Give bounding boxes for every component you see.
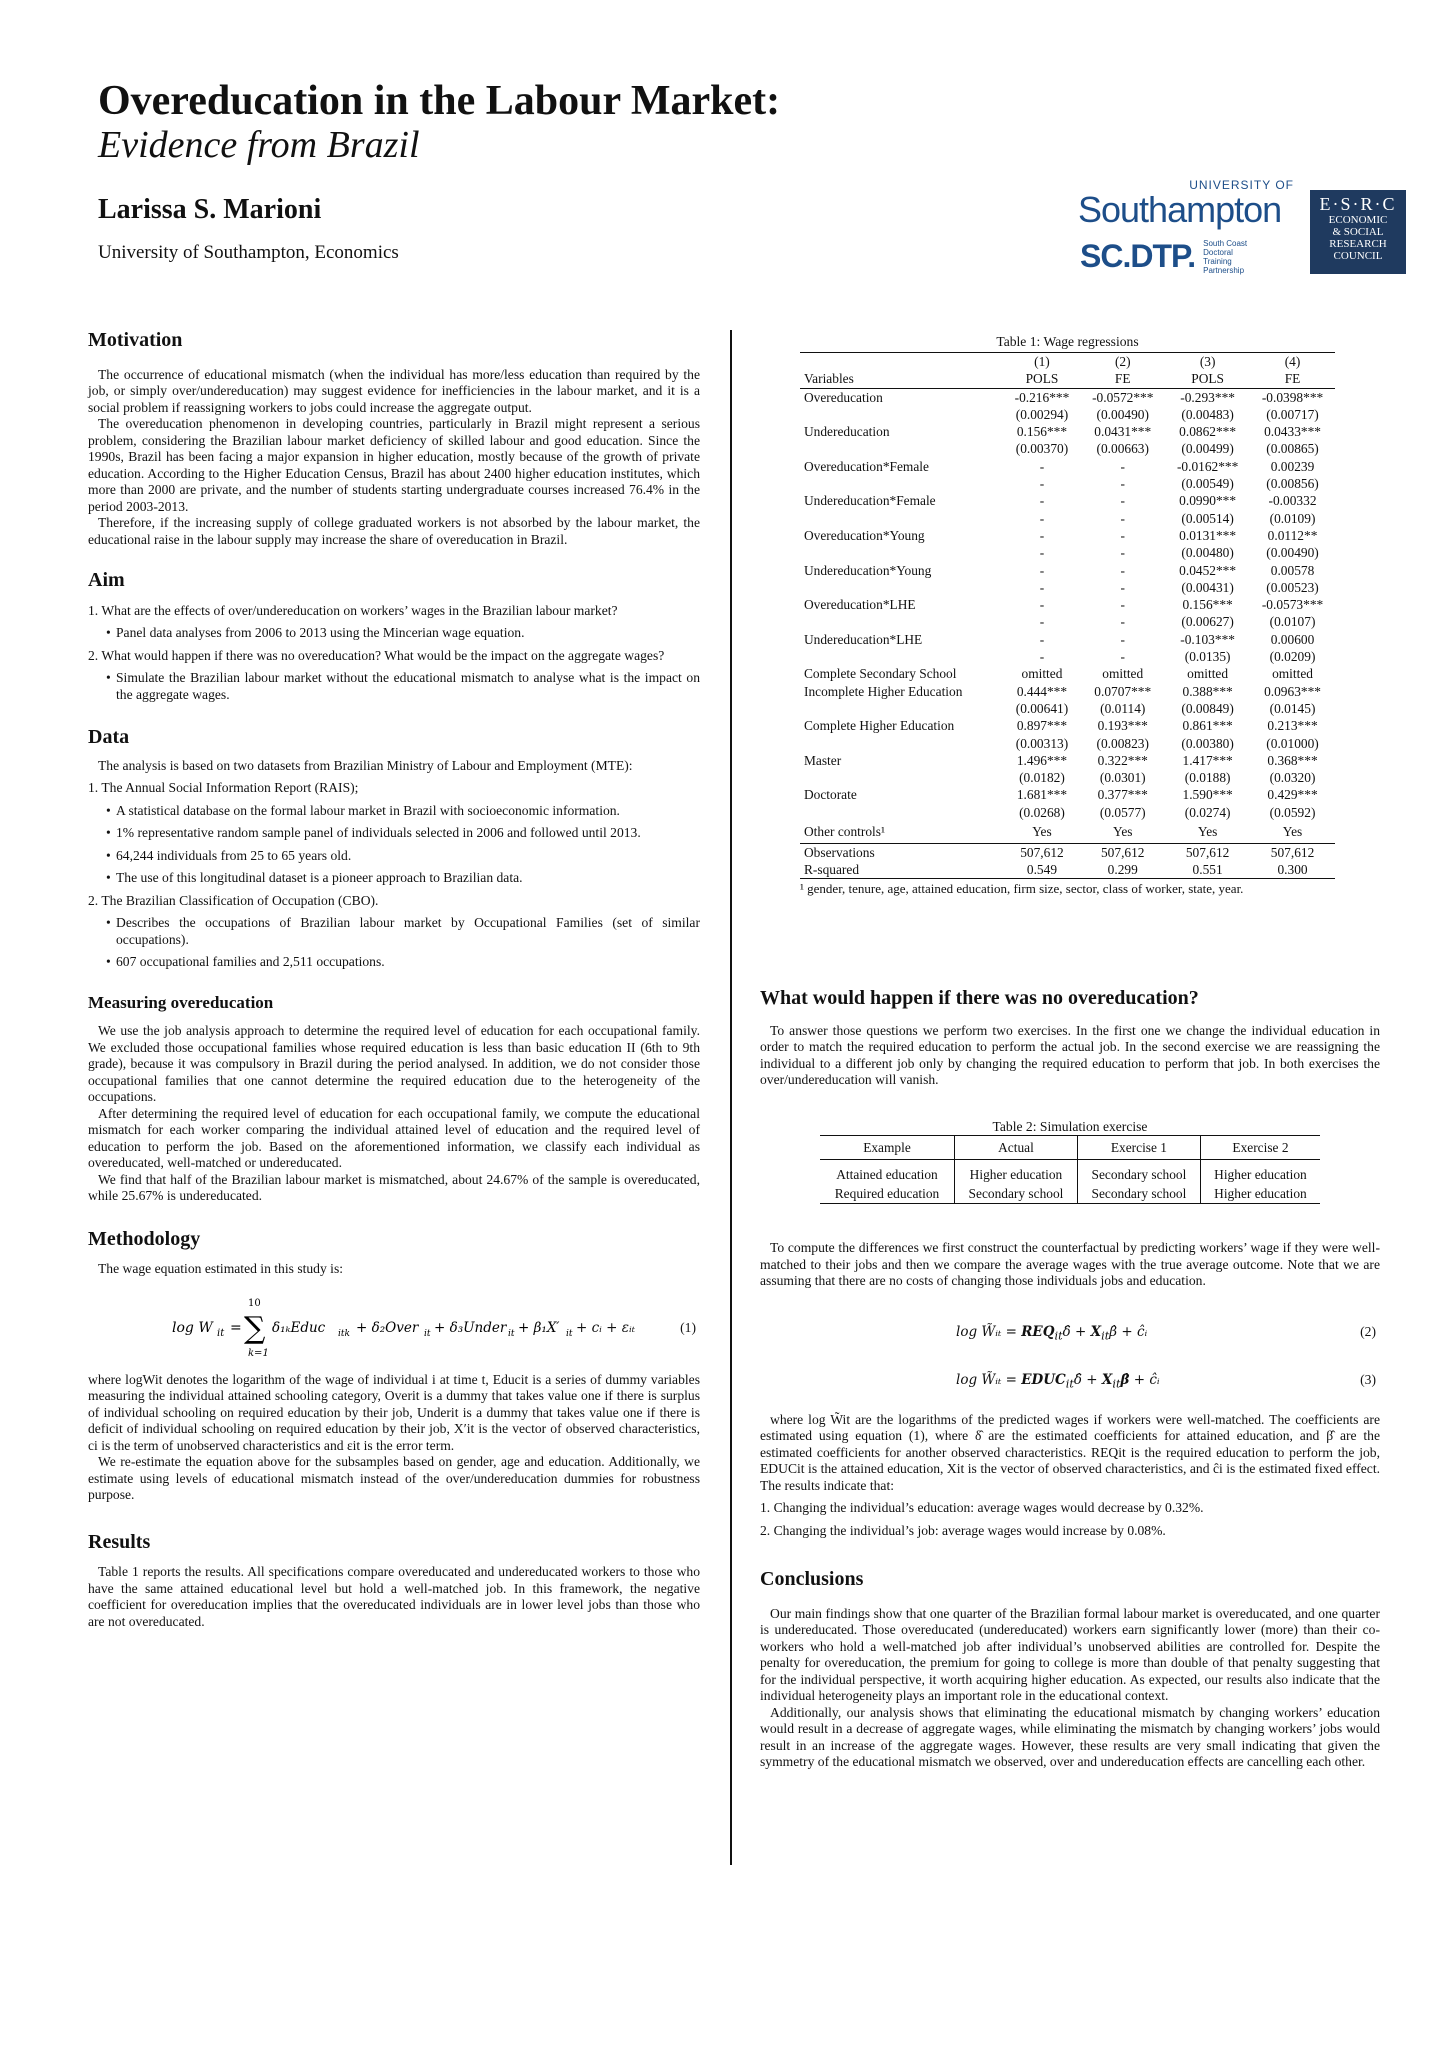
table2-header: Actual bbox=[954, 1136, 1077, 1160]
svg-text:log W: log W bbox=[172, 1319, 213, 1336]
table1-cell: (0.01000) bbox=[1266, 735, 1319, 751]
svg-text:it: it bbox=[566, 1328, 573, 1339]
table1-cell: (0.0274) bbox=[1184, 804, 1231, 820]
table1-row bbox=[800, 579, 1335, 596]
southampton-logo-name: Southampton bbox=[1078, 189, 1282, 230]
table1-row bbox=[800, 613, 1335, 630]
table1-cell: 0.377*** bbox=[1097, 787, 1148, 803]
esrc-logo bbox=[1310, 190, 1406, 274]
table1-row-label: Overeducation*LHE bbox=[804, 597, 916, 613]
table2-cell: Required education bbox=[820, 1184, 954, 1204]
table1-cell: Yes bbox=[1282, 824, 1303, 840]
table1-cell: -0.293*** bbox=[1180, 389, 1235, 405]
table1-cell: 0.00578 bbox=[1270, 562, 1315, 578]
table2-cell: Higher education bbox=[1214, 1186, 1307, 1201]
table1-cell: (0.0107) bbox=[1269, 614, 1316, 630]
table1-cell: (0.00514) bbox=[1181, 510, 1234, 526]
conclusions-p2: Additionally, our analysis shows that eliminating the educational mismatch by changing workers’ education would result in a decrease of aggregate wages, while eliminating the mismatch by changing workers’ jobs would result in an increase of the aggregate wages. However, these results are very small indicating that given the symmetry of the educational mismatch we observed, over and undereducation effects are cancelling each other. bbox=[760, 1704, 1380, 1769]
table1-cell: 0.0433*** bbox=[1264, 424, 1321, 440]
table1-row bbox=[800, 717, 1335, 734]
table1-cell: 0.0963*** bbox=[1264, 683, 1321, 699]
table1-cell: 0.213*** bbox=[1267, 718, 1318, 734]
simulation-result-1: 1. Changing the individual’s education: average wages would decrease by 0.32%. bbox=[760, 1500, 1204, 1515]
table1-colname: FE bbox=[1114, 371, 1131, 387]
table1-cell: (0.00641) bbox=[1015, 700, 1069, 716]
table1-grid bbox=[800, 352, 1335, 879]
table1-colnum: (3) bbox=[1199, 354, 1216, 369]
table1-cell: omitted bbox=[1187, 666, 1229, 682]
svg-text:+ δ₂Over: + δ₂Over bbox=[356, 1319, 419, 1336]
table1-cell: 0.0862*** bbox=[1179, 424, 1237, 440]
data-item-2: 2. The Brazilian Classification of Occupation (CBO). bbox=[88, 892, 379, 908]
table1-stat-label: Observations bbox=[804, 844, 875, 860]
table1-caption: Table 1: Wage regressions bbox=[996, 334, 1139, 349]
table1-cell: - bbox=[1120, 545, 1125, 561]
table1-cell: (0.00490) bbox=[1266, 545, 1319, 561]
conclusions-p1: Our main findings show that one quarter of the Brazilian formal labour market is overeducated, and one quarter is undereducated. Those overeducated (undereducated) workers earn significantly lower (more) than their co-workers who hold a well-matched job after individual’s unobserved abilities are controlled for. Despite the penalty for overeducation, the premium for going to college is more than double of that penalty suggesting that for the individual perspective, it worth acquiring higher education. As expected, our results also indicate that the individual heterogeneity plays an important role in the educational context. bbox=[760, 1605, 1380, 1703]
aim-q1: 1. What are the effects of over/undereducation on workers’ wages in the Brazilian labour market? bbox=[88, 602, 618, 618]
table1-cell: omitted bbox=[1021, 666, 1063, 682]
table1-row bbox=[800, 735, 1335, 752]
data-heading: Data bbox=[88, 726, 130, 748]
table1-row-label: Master bbox=[804, 752, 842, 768]
table1-cell: - bbox=[1039, 597, 1045, 613]
table1-row-label: Undereducation*LHE bbox=[804, 631, 923, 647]
table1-stat-cell: 507,612 bbox=[1100, 844, 1145, 860]
table1-colnum: (2) bbox=[1114, 354, 1131, 369]
table1-cell: - bbox=[1039, 545, 1045, 561]
table2-cell: Secondary school bbox=[1077, 1184, 1200, 1204]
table1-row bbox=[800, 406, 1335, 423]
table1-cell: -0.0398*** bbox=[1261, 389, 1324, 405]
table1-row bbox=[800, 510, 1335, 527]
table1-cell: - bbox=[1120, 476, 1125, 492]
esrc-logo-line5: COUNCIL bbox=[1333, 250, 1383, 262]
equation-1 bbox=[88, 1294, 700, 1358]
table1-cell: (0.00480) bbox=[1181, 545, 1234, 561]
table1-row-label bbox=[800, 700, 1004, 717]
table1-stat-cell: 0.299 bbox=[1107, 861, 1138, 877]
southampton-logo-top: UNIVERSITY OF bbox=[1189, 178, 1294, 192]
table1-cell: - bbox=[1120, 562, 1125, 578]
table1-row bbox=[800, 475, 1335, 492]
scdtp-logo-sub: South Coast Doctoral Training Partnership bbox=[1203, 238, 1248, 275]
equation-3 bbox=[760, 1364, 1380, 1400]
table1-cell: 0.0112** bbox=[1267, 527, 1318, 543]
table1-row bbox=[800, 648, 1335, 665]
table1-row-label: Overeducation bbox=[804, 389, 883, 405]
table1-row bbox=[800, 562, 1335, 579]
table1-cell: 1.496*** bbox=[1016, 752, 1068, 768]
table1-stat-label: R-squared bbox=[804, 861, 860, 877]
table2-header-row bbox=[820, 1136, 1320, 1160]
methodology-where: where logWit denotes the logarithm of the wage of individual i at time t, Educit is a series of dummy variables measuring the individual attained schooling category, Overit is a dummy that takes value one if there is surplus of individual schooling on required education by their job, Underit is a dummy that takes value one if there is deficit of individual schooling on required education by their job, X′it is the vector of observed characteristics, ci is the term of unobserved characteristics and εit is the error term. bbox=[88, 1371, 700, 1453]
equation-3-formula: log W̃ᵢₜ = $EDUC_{it}\deltâ$ + $X_{it}\betâ$ + ĉᵢ bbox=[956, 1371, 1160, 1391]
table1-row bbox=[800, 752, 1335, 769]
table1-cell: 1.681*** bbox=[1016, 787, 1068, 803]
table2-row bbox=[820, 1160, 1320, 1185]
table1-cell: (0.0577) bbox=[1099, 804, 1146, 820]
table1-row-label bbox=[800, 579, 1004, 596]
table1-cell: - bbox=[1039, 631, 1045, 647]
table1-cell: (0.0592) bbox=[1269, 804, 1316, 820]
table1-cell: 0.0431*** bbox=[1094, 424, 1152, 440]
table2-cell: Attained education bbox=[820, 1160, 954, 1185]
table1-cell: 0.429*** bbox=[1267, 787, 1318, 803]
table1-cell: Yes bbox=[1032, 824, 1052, 840]
methodology-intro: The wage equation estimated in this study is: bbox=[98, 1261, 344, 1276]
esrc-logo-line1: E·S·R·C bbox=[1319, 194, 1397, 214]
equation-2-formula: log W̃ᵢₜ = $REQ_{it}\deltâ$ + $X_{it}\betâ$ + ĉᵢ bbox=[956, 1323, 1148, 1343]
table1-cell: 0.0990*** bbox=[1179, 493, 1237, 509]
data-item-1: 1. The Annual Social Information Report (RAIS); bbox=[88, 780, 359, 795]
table1-cell: 0.00600 bbox=[1270, 631, 1315, 647]
table1-cell: (0.00370) bbox=[1015, 441, 1069, 457]
table1-cell: 0.00239 bbox=[1270, 458, 1315, 474]
table1-row-label: Undereducation*Female bbox=[804, 493, 936, 509]
table1-row bbox=[800, 769, 1335, 786]
counterfactual-heading: What would happen if there was no overeducation? bbox=[760, 987, 1199, 1009]
table2-header: Example bbox=[820, 1136, 954, 1160]
table1-stats bbox=[800, 843, 1335, 879]
equation-2 bbox=[760, 1316, 1380, 1352]
table1-row-label bbox=[800, 804, 1004, 821]
table1-row bbox=[800, 388, 1335, 406]
equation-2-number: (2) bbox=[1360, 1323, 1376, 1339]
table1-row-label bbox=[800, 475, 1004, 492]
table1-stat-cell: 507,612 bbox=[1020, 844, 1064, 860]
table1-row-label bbox=[800, 406, 1004, 423]
svg-text:it: it bbox=[217, 1327, 225, 1339]
scdtp-logo bbox=[1080, 238, 1263, 275]
table1-cell: 0.156*** bbox=[1016, 424, 1068, 440]
table1-row bbox=[800, 458, 1335, 475]
svg-text:10: 10 bbox=[248, 1297, 261, 1309]
poster-title bbox=[98, 78, 998, 166]
table1-cell: (0.0209) bbox=[1269, 649, 1316, 665]
svg-text:it: it bbox=[424, 1328, 431, 1339]
table1-cell: -0.0162*** bbox=[1176, 458, 1239, 474]
table1-cell: - bbox=[1039, 562, 1045, 578]
table1-row-label bbox=[800, 510, 1004, 527]
title-main: Overeducation in the Labour Market: bbox=[98, 78, 781, 124]
table1-cell: (0.00313) bbox=[1015, 735, 1069, 751]
table1-row-label bbox=[800, 440, 1004, 457]
southampton-logo bbox=[1078, 178, 1298, 228]
data-item-2-bullet: • Describes the occupations of Brazilian labour market by Occupational Families (set of similar occupations). bbox=[106, 915, 700, 948]
table1-cell: -0.00332 bbox=[1268, 493, 1317, 509]
table1-row-label: Doctorate bbox=[804, 787, 857, 803]
measuring-p3: We find that half of the Brazilian labour market is mismatched, about 24.67% of the sample is overeducated, while 25.67% is undereducated. bbox=[88, 1171, 700, 1203]
table1-cell: - bbox=[1120, 597, 1125, 613]
table1-cell: -0.216*** bbox=[1014, 389, 1070, 405]
table2-cell: Secondary school bbox=[954, 1184, 1077, 1204]
table2-cell: Higher education bbox=[1214, 1167, 1307, 1182]
esrc-logo-line3: & SOCIAL bbox=[1332, 226, 1384, 238]
table1-cell: - bbox=[1039, 476, 1045, 492]
table1-cell: (0.00627) bbox=[1181, 614, 1234, 630]
table2-grid bbox=[820, 1135, 1320, 1204]
table1-stat-cell: 507,612 bbox=[1185, 844, 1230, 860]
table1-cell: (0.00717) bbox=[1266, 406, 1319, 422]
table1-cell: - bbox=[1120, 631, 1125, 647]
table1-cell: 0.156*** bbox=[1182, 597, 1233, 613]
equation-3-number: (3) bbox=[1360, 1371, 1376, 1387]
table1-row-label: Undereducation bbox=[804, 424, 890, 440]
measuring-p1: We use the job analysis approach to determine the required level of education for each occupational family. We excluded those occupational families whose required education is less than basic education II (6th to 9th grade), because it was compulsory in Brazil during the period analysed. In addition, we do not consider those occupational families that one cannot determine the required education due to the heterogeneity of the occupations. bbox=[88, 1023, 700, 1104]
results-heading: Results bbox=[88, 1530, 151, 1553]
data-item-1-bullet: • 64,244 individuals from 25 to 65 years old. bbox=[106, 848, 700, 865]
svg-text:k=1: k=1 bbox=[248, 1347, 269, 1358]
table1-row bbox=[800, 423, 1335, 440]
table1-cell: 0.444*** bbox=[1016, 683, 1068, 699]
table1-cell: (0.0109) bbox=[1269, 510, 1316, 526]
table1-cell: - bbox=[1039, 649, 1045, 665]
table1-row-label bbox=[800, 735, 1004, 752]
motivation-p2: The overeducation phenomenon in developing countries, particularly in Brazil might represent a serious problem, considering the Brazilian labour market deficiency of skilled labour and good education. Since the 1990s, Brazil has been facing a major expansion in higher education, mostly because of the growth of private education. According to the Higher Education Census, Brazil has about 2400 higher education institutes, which more than 2000 are private, and the number of students starting undergraduate courses increased 76.4% in the period 2003-2013. bbox=[88, 416, 700, 514]
table2-caption: Table 2: Simulation exercise bbox=[992, 1118, 1148, 1134]
table1-stat-cell: 0.551 bbox=[1192, 861, 1223, 877]
table1-cell: - bbox=[1039, 510, 1045, 526]
table1-row-label bbox=[800, 648, 1004, 665]
motivation-p1: The occurrence of educational mismatch (when the individual has more/less education than required by the job, or simply over/undereducation) may suggest evidence for inefficiencies in the labour market, and it is a social problem if reassigning workers to jobs could increase the aggregate output. bbox=[88, 366, 700, 415]
table2-cell: Higher education bbox=[954, 1160, 1077, 1185]
table1-cell: (0.00663) bbox=[1096, 441, 1149, 457]
table1-cell: (0.0320) bbox=[1269, 770, 1316, 786]
table1-row-label: Complete Higher Education bbox=[804, 718, 955, 734]
equation-1-number: (1) bbox=[680, 1319, 696, 1335]
table2 bbox=[820, 1119, 1320, 1205]
table1-cell: 0.897*** bbox=[1016, 718, 1068, 734]
table1-colname: FE bbox=[1284, 371, 1301, 387]
measuring-p2: After determining the required level of education for each occupational family, we compute the educational mismatch for each worker comparing the individual attained level of education and the required level of education to perform the job. Based on the aforementioned information, we classify each individual as overeducated, well-matched or undereducated. bbox=[88, 1105, 700, 1170]
table1-cell: (0.00523) bbox=[1266, 579, 1319, 595]
table1-stat-cell: 507,612 bbox=[1270, 844, 1315, 860]
table1-row bbox=[800, 700, 1335, 717]
motivation-p3: Therefore, if the increasing supply of college graduated workers is not absorbed by the labour market, the educational raise in the labour supply may increase the share of overeducation in Brazil. bbox=[88, 515, 700, 547]
table1-cell: - bbox=[1039, 614, 1045, 630]
table1-row bbox=[800, 683, 1335, 700]
table1-cell: (0.0145) bbox=[1269, 700, 1316, 716]
table1-cell: (0.00483) bbox=[1181, 406, 1234, 422]
methodology-p2: We re-estimate the equation above for the subsamples based on gender, age and education. Additionally, we estimate using levels of educational mismatch instead of the over/undereducation dummies for robustness purpose. bbox=[88, 1454, 700, 1502]
table1-row bbox=[800, 804, 1335, 821]
svg-text:+ δ₃Under: + δ₃Under bbox=[434, 1319, 507, 1336]
table1-cell: 1.590*** bbox=[1182, 787, 1233, 803]
author-name: Larissa S. Marioni bbox=[98, 194, 322, 225]
counterfactual-p1: To answer those questions we perform two exercises. In the first one we change the individual education in order to match the required education to perform the actual job. In the second exercise we are reassigning the individual to a different job only by changing the required education to perform that job. In both exercises the over/undereducation will vanish. bbox=[760, 1022, 1380, 1087]
svg-text:itk: itk bbox=[338, 1328, 350, 1339]
table1-row bbox=[800, 440, 1335, 457]
conclusions-heading: Conclusions bbox=[760, 1568, 864, 1590]
table1-cell: (0.00499) bbox=[1181, 441, 1234, 457]
table1-cell: (0.00294) bbox=[1015, 406, 1069, 422]
table1-cell: (0.00380) bbox=[1181, 735, 1234, 751]
svg-text:δ₁ₖEduc: δ₁ₖEduc bbox=[272, 1319, 326, 1336]
table1-cell: (0.00823) bbox=[1096, 735, 1149, 751]
table1-header-row bbox=[800, 370, 1335, 388]
table1-cell: 0.0707*** bbox=[1094, 683, 1152, 699]
results-p1: Table 1 reports the results. All specifications compare overeducated and undereducated workers to those who have the same attained educational level but hold a well-matched job. In this framework, the negative coefficient for overeducation implies that the overeducated individuals are in lower level jobs than those who are not overeducated. bbox=[88, 1564, 700, 1629]
table1-row bbox=[800, 821, 1335, 843]
table1-cell: Yes bbox=[1197, 824, 1218, 840]
table1-colnum: (4) bbox=[1284, 354, 1301, 369]
table1-colname: POLS bbox=[1025, 371, 1059, 387]
table1-cell: (0.0188) bbox=[1184, 770, 1231, 786]
table1-cell: omitted bbox=[1272, 666, 1313, 682]
equation-1-formula bbox=[172, 1294, 592, 1358]
equation-1-tail-text: + cᵢ + εᵢₜ bbox=[576, 1319, 636, 1336]
table1-row bbox=[800, 596, 1335, 613]
table1-cell: 0.388*** bbox=[1182, 683, 1233, 699]
author-affiliation: University of Southampton, Economics bbox=[98, 242, 399, 263]
table1-cell: - bbox=[1120, 579, 1125, 595]
motivation-heading: Motivation bbox=[88, 329, 183, 351]
table1-row-label bbox=[800, 769, 1004, 786]
table1-stat-cell: 0.549 bbox=[1026, 861, 1058, 877]
title-subtitle: Evidence from Brazil bbox=[98, 124, 420, 166]
table1-colnum: (1) bbox=[1034, 354, 1050, 369]
simulation-result-2: 2. Changing the individual’s job: average wages would increase by 0.08%. bbox=[760, 1522, 1166, 1538]
svg-text:it: it bbox=[508, 1328, 515, 1339]
table1-row-label: Other controls¹ bbox=[804, 824, 885, 840]
table1-cell: - bbox=[1039, 579, 1045, 595]
table1-cell: - bbox=[1039, 527, 1045, 543]
table1-cell: omitted bbox=[1102, 666, 1144, 682]
table1-cell: (0.0114) bbox=[1100, 700, 1146, 716]
table1-cell: - bbox=[1120, 614, 1125, 630]
table1-row bbox=[800, 631, 1335, 648]
table1-row-label: Overeducation*Young bbox=[804, 527, 925, 543]
table1-cell: 0.0131*** bbox=[1179, 527, 1237, 543]
table1-row-label bbox=[800, 613, 1004, 630]
table1-cell: - bbox=[1120, 458, 1125, 474]
table1-cell: 0.322*** bbox=[1097, 752, 1148, 768]
table1-cell: (0.0182) bbox=[1019, 770, 1065, 786]
esrc-logo-line4: RESEARCH bbox=[1329, 238, 1387, 250]
table1-cell: (0.00549) bbox=[1181, 476, 1234, 492]
table1-row-label: Complete Secondary School bbox=[804, 666, 957, 682]
table1-stat-row bbox=[800, 843, 1335, 861]
table1-row-label: Incomplete Higher Education bbox=[804, 683, 963, 699]
table1-row-label bbox=[800, 544, 1004, 561]
table2-row bbox=[820, 1184, 1320, 1204]
aim-heading: Aim bbox=[88, 569, 125, 591]
svg-text:∑: ∑ bbox=[244, 1310, 266, 1346]
data-item-1-bullet: • A statistical database on the formal labour market in Brazil with socioeconomic information. bbox=[106, 803, 700, 820]
column-divider bbox=[730, 330, 732, 1865]
table1-cell: (0.00865) bbox=[1266, 441, 1319, 457]
esrc-logo-line2: ECONOMIC bbox=[1328, 214, 1388, 226]
table1-cell: 0.0452*** bbox=[1179, 562, 1237, 578]
table1 bbox=[800, 334, 1335, 897]
table1-var-label: Variables bbox=[804, 371, 854, 387]
left-column bbox=[88, 329, 700, 1630]
data-item-2-bullet: • 607 occupational families and 2,511 occupations. bbox=[106, 954, 700, 971]
table1-cell: - bbox=[1039, 493, 1045, 509]
table2-cell: Secondary school bbox=[1077, 1160, 1200, 1185]
table1-cell: -0.0573*** bbox=[1261, 597, 1324, 613]
table1-cell: - bbox=[1120, 527, 1125, 543]
methodology-heading: Methodology bbox=[88, 1227, 201, 1250]
scdtp-logo-text: SC.DTP. bbox=[1080, 238, 1196, 274]
table1-cell: -0.0572*** bbox=[1092, 389, 1154, 405]
table1-row-label: Overeducation*Female bbox=[804, 458, 929, 474]
svg-text:+ β₁X′: + β₁X′ bbox=[518, 1319, 560, 1336]
table2-header: Exercise 2 bbox=[1232, 1140, 1289, 1155]
svg-text:=: = bbox=[230, 1319, 242, 1336]
table1-cell: 0.861*** bbox=[1182, 718, 1233, 734]
table1-body bbox=[800, 388, 1335, 843]
table1-cell: (0.00431) bbox=[1181, 579, 1234, 595]
table1-cell: (0.00849) bbox=[1181, 700, 1234, 716]
table1-cell: (0.0301) bbox=[1099, 770, 1146, 786]
table1-stat-row bbox=[800, 861, 1335, 879]
table1-cell: 0.193*** bbox=[1097, 718, 1148, 734]
table1-colnums-row bbox=[800, 353, 1335, 371]
table1-stat-cell: 0.300 bbox=[1277, 861, 1308, 877]
measuring-heading: Measuring overeducation bbox=[88, 992, 274, 1012]
data-intro: The analysis is based on two datasets from Brazilian Ministry of Labour and Employment (MTE): bbox=[98, 757, 633, 773]
aim-q2-bullet: • Simulate the Brazilian labour market without the educational mismatch to analyse what is the impact on the aggregate wages. bbox=[106, 670, 700, 703]
table1-cell: (0.0268) bbox=[1019, 804, 1065, 820]
table1-footnote: ¹ gender, tenure, age, attained education, firm size, sector, class of worker, state, year. bbox=[800, 881, 1244, 897]
data-item-1-bullet: • 1% representative random sample panel of individuals selected in 2006 and followed until 2013. bbox=[106, 825, 700, 842]
table1-cell: - bbox=[1039, 458, 1045, 474]
table1-cell: 1.417*** bbox=[1182, 752, 1233, 768]
table1-row bbox=[800, 665, 1335, 682]
right-column bbox=[760, 987, 1380, 1771]
table1-row-label: Undereducation*Young bbox=[804, 562, 932, 578]
aim-q2: 2. What would happen if there was no overeducation? What would be the impact on the aggregate wages? bbox=[88, 647, 665, 663]
table1-cell: 0.368*** bbox=[1267, 752, 1318, 768]
table1-cell: - bbox=[1120, 493, 1125, 509]
table1-cell: (0.00490) bbox=[1096, 406, 1149, 422]
table1-row bbox=[800, 786, 1335, 803]
table1-colname: POLS bbox=[1191, 371, 1224, 387]
table1-cell: (0.00856) bbox=[1266, 476, 1319, 492]
simulation-p1: To compute the differences we first construct the counterfactual by predicting workers’ wage if they were well-matched to their jobs and then we compare the average wages with the true average outcome. Note that we are assuming that there are no costs of changing those individuals jobs and education. bbox=[760, 1240, 1380, 1288]
table1-row bbox=[800, 544, 1335, 561]
table1-row bbox=[800, 492, 1335, 509]
table1-cell: Yes bbox=[1113, 824, 1133, 840]
simulation-where: where log W̃it are the logarithms of the predicted wages if workers were well-matched. The coefficients are estimated using equation (1), where δ̂ are the estimated coefficients for attained education, and β̂ are the estimated coefficients for another observed characteristics. REQit is the required education to perform the job, EDUCit is the attained education, Xit is the vector of observed characteristics, and ĉi is the estimated fixed effect. The results indicate that: bbox=[760, 1411, 1380, 1493]
table2-header: Exercise 1 bbox=[1077, 1136, 1200, 1160]
table1-cell: -0.103*** bbox=[1180, 631, 1235, 647]
aim-q1-bullet: • Panel data analyses from 2006 to 2013 using the Mincerian wage equation. bbox=[106, 625, 700, 642]
data-item-1-bullet: • The use of this longitudinal dataset is a pioneer approach to Brazilian data. bbox=[106, 870, 700, 887]
table1-cell: - bbox=[1120, 510, 1125, 526]
table1-cell: - bbox=[1120, 649, 1125, 665]
table1-row bbox=[800, 527, 1335, 544]
table1-cell: (0.0135) bbox=[1184, 649, 1231, 665]
